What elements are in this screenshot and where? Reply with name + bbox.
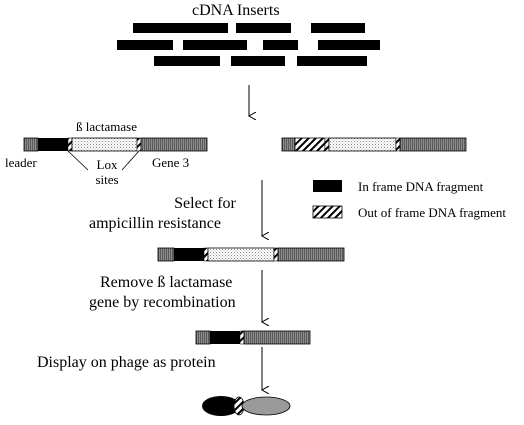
lox-pointer-right bbox=[122, 151, 139, 170]
beta-lactamase-segment bbox=[72, 138, 137, 151]
step-display: Display on phage as protein bbox=[37, 354, 216, 371]
beta-lactamase-segment bbox=[208, 248, 274, 261]
legend-out-of-frame-label: Out of frame DNA fragment bbox=[358, 205, 507, 220]
step-select-line2: ampicillin resistance bbox=[89, 215, 221, 232]
construct-recombined bbox=[196, 331, 310, 344]
gene3-label: Gene 3 bbox=[152, 155, 190, 170]
gene3-segment bbox=[244, 331, 310, 344]
in-frame-fragment bbox=[174, 248, 204, 261]
lox-site-right bbox=[274, 248, 278, 261]
displayed-fusion-protein bbox=[202, 396, 290, 416]
lox-site-left bbox=[68, 138, 72, 151]
lox-site-right bbox=[396, 138, 400, 151]
leader-segment bbox=[158, 248, 174, 261]
leader-label: leader bbox=[5, 155, 37, 170]
out-of-frame-fragment bbox=[295, 138, 325, 151]
construct-selected bbox=[158, 248, 344, 261]
cdna-insert bbox=[263, 40, 298, 50]
step-select-line1: Select for bbox=[174, 195, 236, 212]
diagram-title: cDNA Inserts bbox=[192, 2, 280, 19]
lox-site-left bbox=[204, 248, 208, 261]
construct-out-of-frame bbox=[282, 138, 466, 151]
in-frame-fragment bbox=[38, 138, 68, 151]
cdna-insert bbox=[297, 56, 367, 66]
gene3-segment bbox=[278, 248, 344, 261]
cdna-insert bbox=[236, 23, 291, 33]
lox-sites-label-line1: Lox bbox=[96, 157, 118, 172]
lox-site bbox=[240, 331, 244, 344]
legend-out-of-frame-swatch bbox=[313, 206, 342, 218]
cdna-insert-bars bbox=[117, 23, 380, 66]
legend-in-frame-label: In frame DNA fragment bbox=[358, 179, 484, 194]
lox-sites-label-line2: sites bbox=[95, 172, 119, 187]
lox-site-right bbox=[137, 138, 141, 151]
gene3-segment bbox=[400, 138, 466, 151]
lox-site-left bbox=[325, 138, 329, 151]
cdna-insert bbox=[154, 56, 220, 66]
cdna-insert bbox=[318, 40, 380, 50]
step-remove-line2: gene by recombination bbox=[89, 294, 236, 311]
cdna-insert bbox=[311, 23, 365, 33]
legend-in-frame-swatch bbox=[313, 180, 342, 192]
leader-segment bbox=[196, 331, 210, 344]
cdna-insert bbox=[117, 40, 173, 50]
beta-lactamase-segment bbox=[329, 138, 396, 151]
lox-pointer-left bbox=[68, 151, 88, 170]
cdna-insert bbox=[133, 23, 228, 33]
gene3-protein-domain bbox=[242, 397, 290, 415]
gene3-segment bbox=[141, 138, 207, 151]
leader-segment bbox=[282, 138, 295, 151]
in-frame-fragment bbox=[210, 331, 240, 344]
cdna-insert bbox=[231, 56, 285, 66]
beta-lactamase-label: ß lactamase bbox=[76, 119, 137, 134]
step-remove-line1: Remove ß lactamase bbox=[100, 274, 233, 291]
cdna-insert bbox=[183, 40, 247, 50]
leader-segment bbox=[24, 138, 38, 151]
